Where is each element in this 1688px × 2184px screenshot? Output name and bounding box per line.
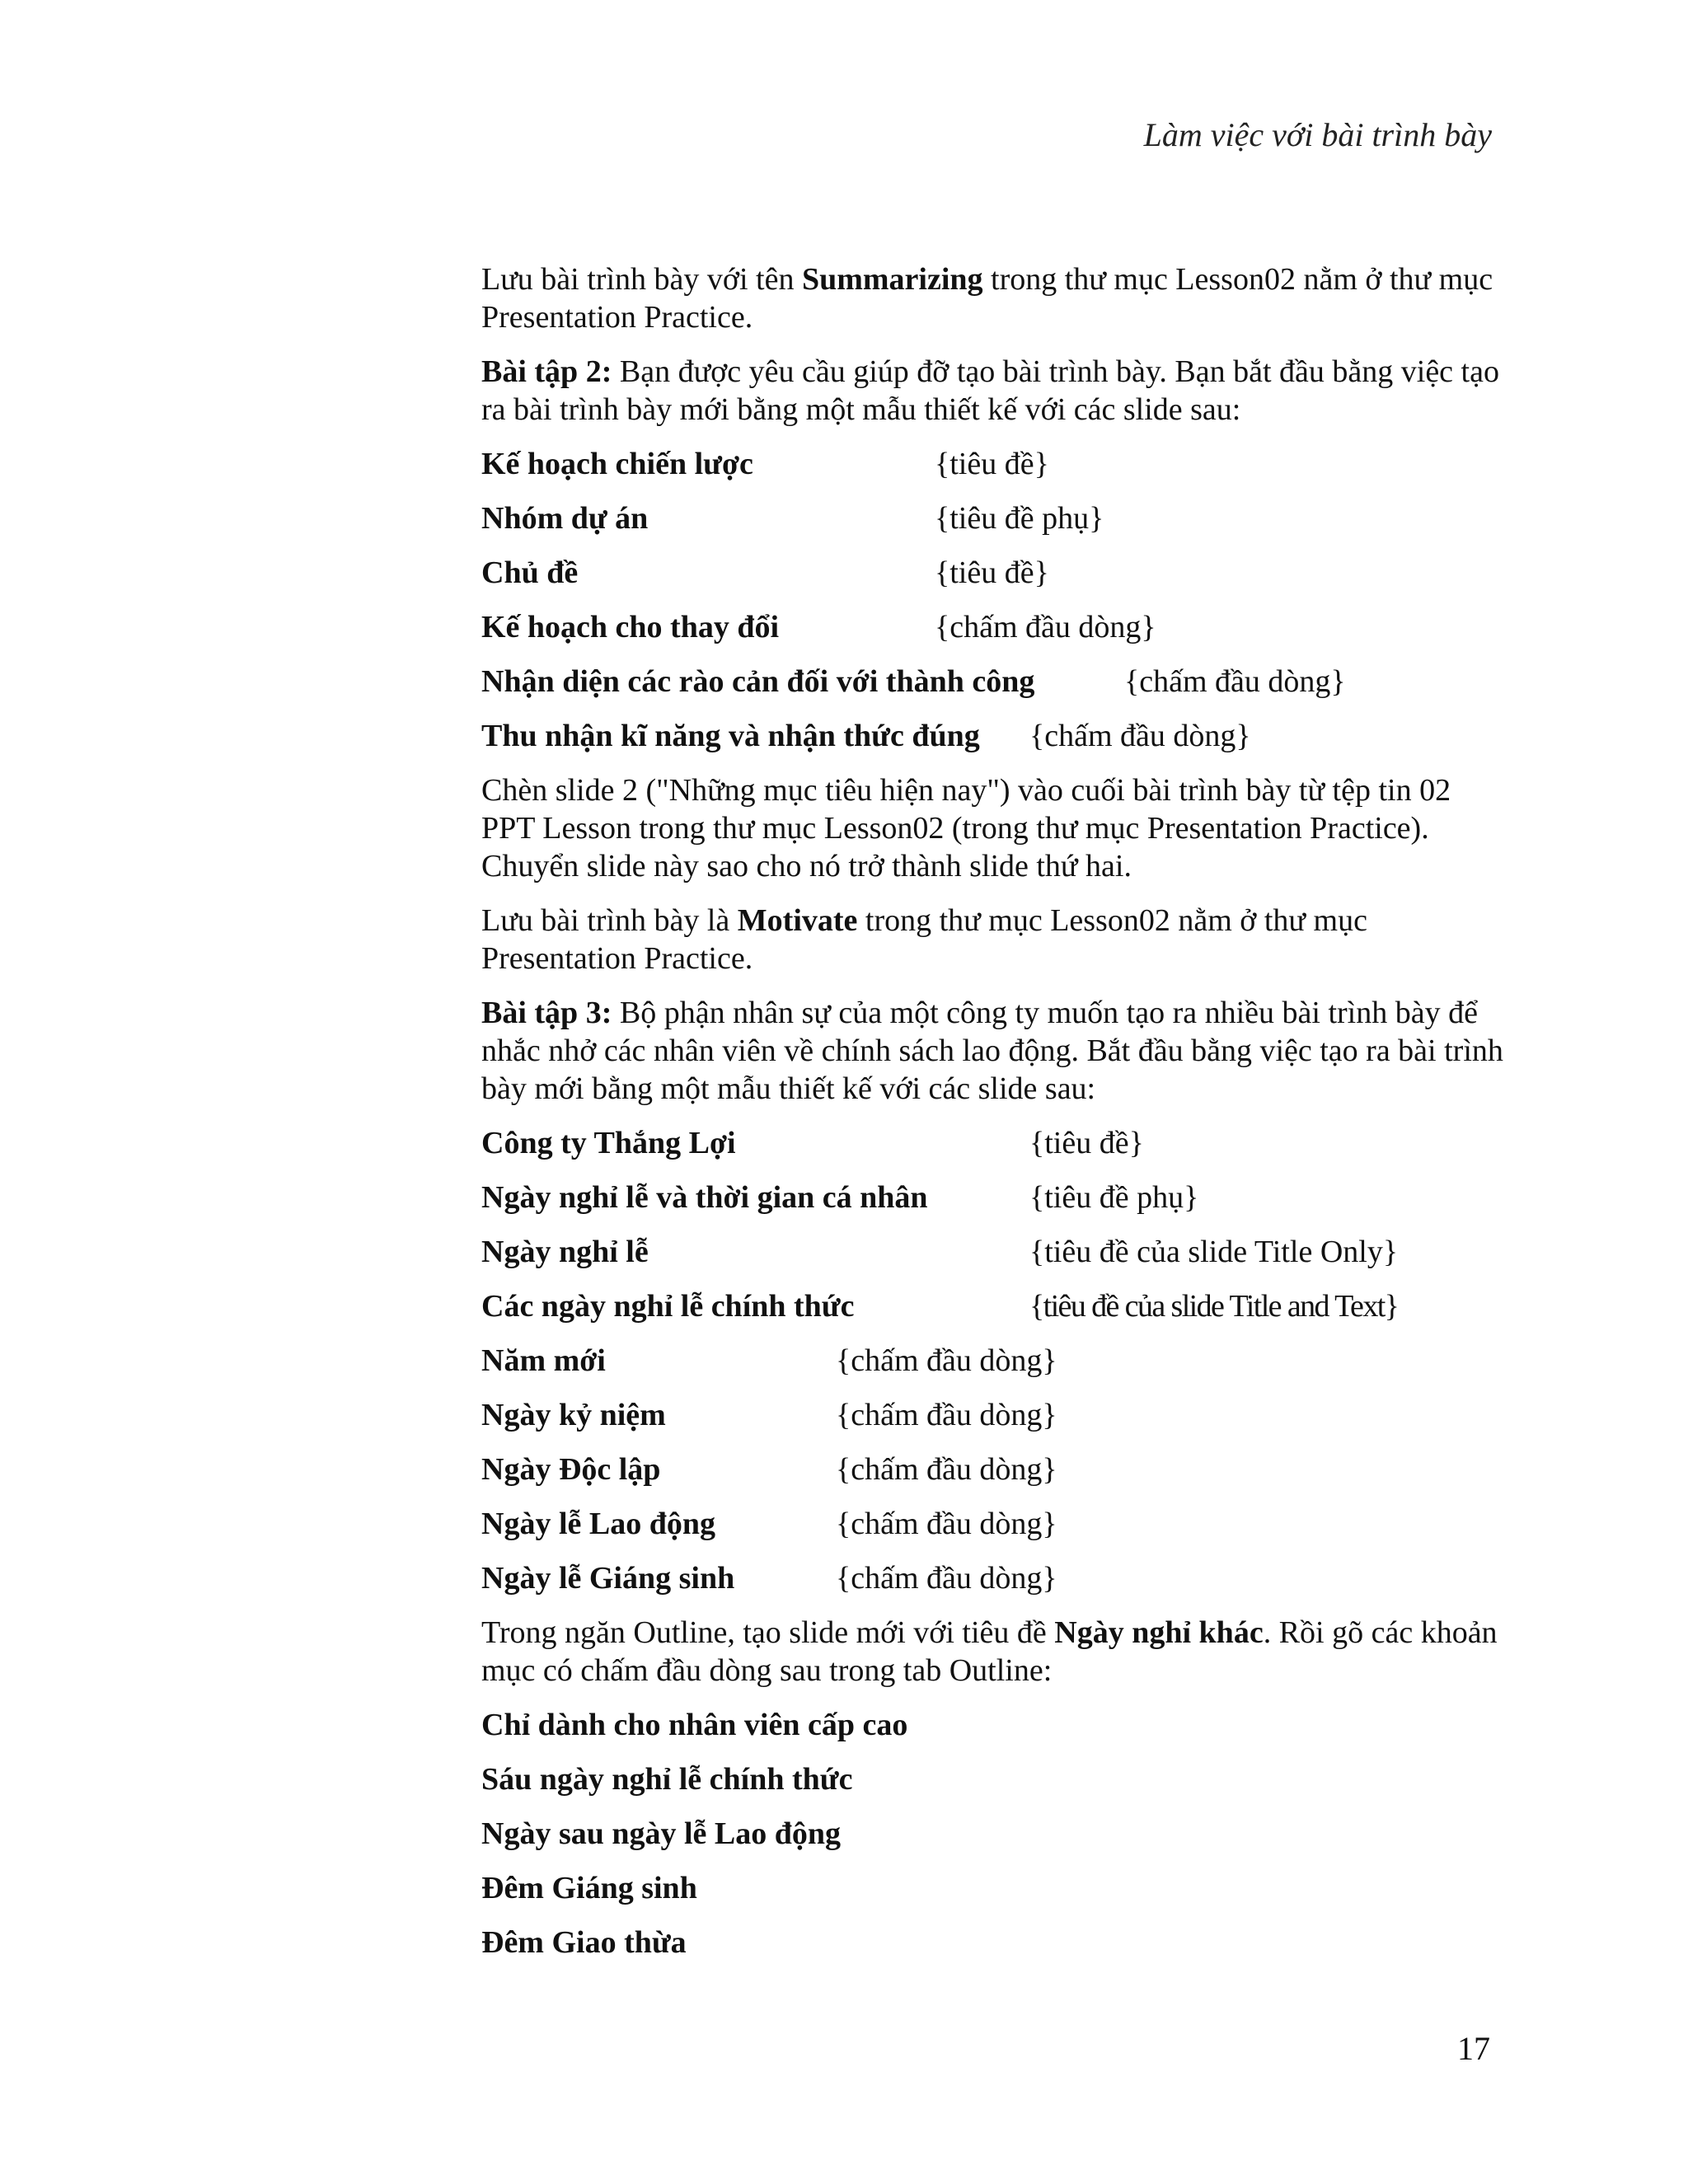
page-body xyxy=(481,260,1503,1978)
bold-filename: Summarizing xyxy=(801,262,983,297)
slide-tag: {tiêu đề} xyxy=(935,555,1049,590)
list-item xyxy=(481,663,1503,701)
slide-label: Ngày nghỉ lễ xyxy=(481,1235,649,1269)
slide-tag: {chấm đầu dòng} xyxy=(1124,664,1346,699)
slide-label: Ngày lễ Giáng sinh xyxy=(481,1561,735,1596)
paragraph-insert-slide: Chèn slide 2 ("Những mục tiêu hiện nay") vào cuối bài trình bày từ tệp tin 02 PPT Lesson trong thư mục Lesson02 (trong thư mục Presentation Practice). Chuyển slide này sao cho nó trở thành slide thứ hai. xyxy=(481,773,1451,883)
slide-label: Nhận diện các rào cản đối với thành công xyxy=(481,664,1035,699)
text-span: Bạn được yêu cầu giúp đỡ tạo bài trình bày. Bạn bắt đầu bằng việc tạo ra bài trình bày mới bằng một mẫu thiết kế với các slide sau: xyxy=(481,354,1499,427)
paragraph-exercise-2 xyxy=(481,353,1503,429)
slide-label: Các ngày nghỉ lễ chính thức xyxy=(481,1289,855,1324)
slide-tag: {chấm đầu dòng} xyxy=(836,1343,1057,1378)
paragraph-outline-instructions xyxy=(481,1614,1503,1690)
slide-tag: {tiêu đề} xyxy=(1029,1126,1144,1160)
list-item xyxy=(481,499,1503,537)
slide-tag: {tiêu đề của slide Title Only} xyxy=(1029,1235,1399,1269)
slide-label: Thu nhận kĩ năng và nhận thức đúng xyxy=(481,719,980,753)
slide-tag: {tiêu đề} xyxy=(935,447,1049,481)
bold-slide-title: Ngày nghỉ khác xyxy=(1054,1615,1264,1650)
exercise-heading: Bài tập 2: xyxy=(481,354,612,389)
list-item: Đêm Giáng sinh xyxy=(481,1871,697,1905)
slide-tag: {chấm đầu dòng} xyxy=(836,1561,1057,1596)
list-item xyxy=(481,1451,1503,1488)
list-item xyxy=(481,1124,1503,1162)
slide-tag: {tiêu đề của slide Title and Text} xyxy=(1029,1289,1399,1324)
slide-label: Chủ đề xyxy=(481,555,579,590)
text-span: Lưu bài trình bày là xyxy=(481,903,738,938)
slide-tag: {tiêu đề phụ} xyxy=(935,501,1104,536)
slide-tag: {chấm đầu dòng} xyxy=(935,610,1156,644)
text-span: Bộ phận nhân sự của một công ty muốn tạo ra nhiều bài trình bày để nhắc nhở các nhân viên về chính sách lao động. Bắt đầu bằng việc tạo ra bài trình bày mới bằng một mẫu thiết kế với các slide sau: xyxy=(481,996,1503,1106)
page-number: 17 xyxy=(1457,2030,1490,2067)
list-item xyxy=(481,1287,1503,1325)
list-item xyxy=(481,1396,1503,1434)
paragraph-save-motivate xyxy=(481,902,1503,977)
list-item xyxy=(481,554,1503,592)
slide-tag: {chấm đầu dòng} xyxy=(836,1398,1057,1432)
slide-tag: {chấm đầu dòng} xyxy=(836,1452,1057,1487)
list-item xyxy=(481,608,1503,646)
text-span: Lưu bài trình bày với tên xyxy=(481,262,802,297)
bold-filename: Motivate xyxy=(737,903,858,938)
slide-tag: {chấm đầu dòng} xyxy=(1029,719,1251,753)
list-item xyxy=(481,1179,1503,1216)
paragraph-exercise-3 xyxy=(481,994,1503,1108)
slide-list-3 xyxy=(481,1342,1503,1597)
slide-list-2 xyxy=(481,1124,1503,1325)
text-span: trong thư mục Lesson02 nằm ở thư mục Presentation Practice. xyxy=(481,262,1493,335)
slide-tag: {tiêu đề phụ} xyxy=(1029,1180,1199,1215)
outline-bullet-list xyxy=(481,1706,1503,1961)
slide-label: Nhóm dự án xyxy=(481,501,649,536)
text-span: Trong ngăn Outline, tạo slide mới với tiêu đề xyxy=(481,1615,1055,1650)
slide-label: Ngày Độc lập xyxy=(481,1452,661,1487)
list-item: Sáu ngày nghỉ lễ chính thức xyxy=(481,1762,853,1797)
text-span: . Rồi gõ các khoản mục có chấm đầu dòng sau trong tab Outline: xyxy=(481,1615,1498,1688)
list-item xyxy=(481,1233,1503,1271)
text-span: trong thư mục Lesson02 nằm ở thư mục Presentation Practice. xyxy=(481,903,1367,976)
slide-label: Kế hoạch chiến lược xyxy=(481,447,753,481)
list-item: Chỉ dành cho nhân viên cấp cao xyxy=(481,1708,908,1742)
list-item: Đêm Giao thừa xyxy=(481,1925,687,1960)
slide-label: Ngày nghỉ lễ và thời gian cá nhân xyxy=(481,1180,928,1215)
list-item: Ngày sau ngày lễ Lao động xyxy=(481,1816,842,1851)
paragraph-save-summarizing xyxy=(481,260,1503,336)
list-item xyxy=(481,1559,1503,1597)
list-item xyxy=(481,717,1503,755)
slide-label: Ngày kỷ niệm xyxy=(481,1398,666,1432)
list-item xyxy=(481,445,1503,483)
slide-label: Kế hoạch cho thay đổi xyxy=(481,610,780,644)
list-item xyxy=(481,1342,1503,1380)
slide-list-1 xyxy=(481,445,1503,755)
list-item xyxy=(481,1505,1503,1543)
slide-label: Công ty Thắng Lợi xyxy=(481,1126,736,1160)
running-header: Làm việc với bài trình bày xyxy=(1143,116,1492,153)
slide-label: Ngày lễ Lao động xyxy=(481,1507,715,1541)
slide-label: Năm mới xyxy=(481,1343,606,1378)
exercise-heading: Bài tập 3: xyxy=(481,996,612,1030)
slide-tag: {chấm đầu dòng} xyxy=(836,1507,1057,1541)
